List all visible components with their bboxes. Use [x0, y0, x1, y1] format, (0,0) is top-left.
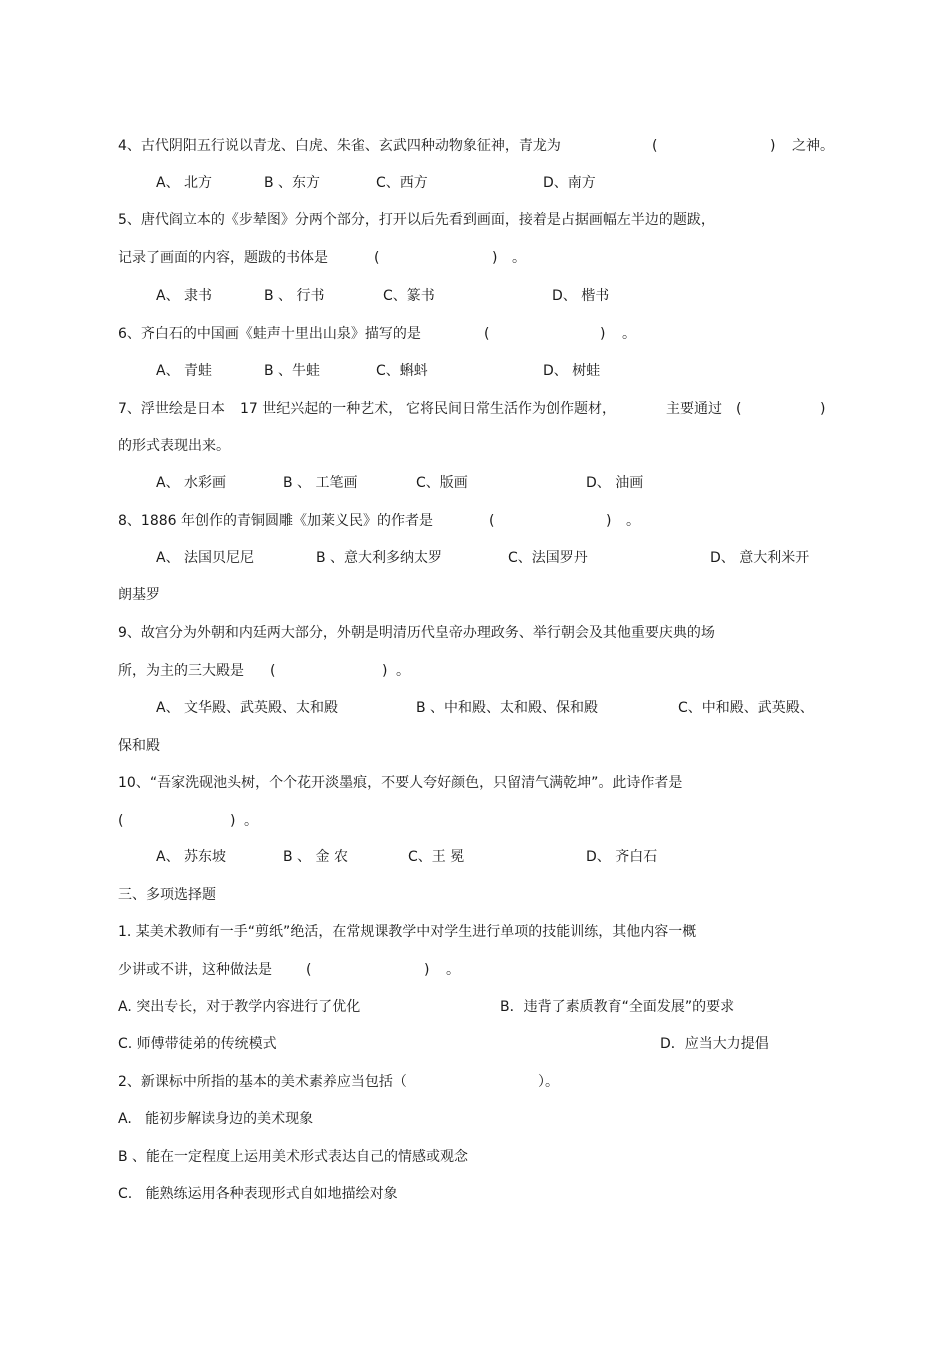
- m1-option-a: A. 突出专长，对于教学内容进行了优化: [118, 999, 361, 1015]
- m1-line1: 1. 某美术教师有一手“剪纸”绝活，在常规课教学中对学生进行单项的技能训练，其他内容一概: [118, 924, 697, 940]
- q8-end: 。: [626, 513, 640, 529]
- q7-part4: 主要通过: [666, 401, 722, 417]
- q5-paren-close: ): [492, 250, 498, 266]
- q5-option-d: D、 楷书: [552, 288, 610, 304]
- q9-end: 。: [396, 663, 410, 679]
- m2-stem: 2、新课标中所指的基本的美术素养应当包括（: [118, 1074, 407, 1090]
- q10-paren-open: (: [118, 813, 124, 829]
- q10-end: 。: [244, 813, 258, 829]
- q7-paren-close: ): [820, 401, 826, 417]
- m1-paren-open: (: [306, 962, 312, 978]
- q5-option-b: B 、 行书: [264, 288, 325, 304]
- m1-paren-close: ): [424, 962, 430, 978]
- q9-option-a: A、 文华殿、武英殿、太和殿: [156, 700, 339, 716]
- q4-tail: 之神。: [792, 138, 834, 154]
- q10-option-a: A、 苏东坡: [156, 849, 227, 865]
- q5-line2: 记录了画面的内容，题跋的书体是: [118, 250, 328, 266]
- q8-option-d: D、 意大利米开: [710, 550, 810, 566]
- q10-line1: 10、“吾家洗砚池头树，个个花开淡墨痕，不要人夸好颜色，只留清气满乾坤”。此诗作者是: [118, 775, 683, 791]
- q5-line1: 5、唐代阎立本的《步辇图》分两个部分，打开以后先看到画面，接着是占据画幅左半边的题跋，: [118, 212, 715, 228]
- q6-option-c: C、蝌蚪: [376, 363, 428, 379]
- q7-option-d: D、 油画: [586, 475, 644, 491]
- m2-end: ）。: [538, 1074, 559, 1090]
- q8-option-wrap: 朗基罗: [118, 587, 160, 603]
- q4-option-b: B 、东方: [264, 175, 321, 191]
- m2-option-c: C. 能熟练运用各种表现形式自如地描绘对象: [118, 1186, 398, 1202]
- q6-paren-open: (: [484, 326, 490, 342]
- q6-option-b: B 、牛蛙: [264, 363, 321, 379]
- q8-paren-open: (: [489, 513, 495, 529]
- m1-option-c: C. 师傅带徒弟的传统模式: [118, 1036, 277, 1052]
- q7-part3: 它将民间日常生活作为创作题材，: [406, 401, 616, 417]
- q8-stem: 8、1886 年创作的青铜圆雕《加莱义民》的作者是: [118, 513, 433, 529]
- q9-option-wrap: 保和殿: [118, 738, 160, 754]
- q4-option-a: A、 北方: [156, 175, 213, 191]
- q8-paren-close: ): [606, 513, 612, 529]
- q6-paren-close: ): [600, 326, 606, 342]
- q6-option-a: A、 青蛙: [156, 363, 213, 379]
- q7-option-c: C、版画: [416, 475, 468, 491]
- q7-option-a: A、 水彩画: [156, 475, 227, 491]
- q5-option-c: C、篆书: [383, 288, 435, 304]
- q8-option-c: C、法国罗丹: [508, 550, 588, 566]
- q9-line2: 所，为主的三大殿是: [118, 663, 244, 679]
- m1-option-d: D．应当大力提倡: [660, 1036, 769, 1052]
- q6-option-d: D、 树蛙: [543, 363, 601, 379]
- m1-end: 。: [446, 962, 460, 978]
- q4-paren-open: (: [652, 138, 658, 154]
- q8-option-b: B 、意大利多纳太罗: [316, 550, 443, 566]
- q10-option-d: D、 齐白石: [586, 849, 658, 865]
- q7-line2: 的形式表现出来。: [118, 438, 230, 454]
- m2-option-b: B 、能在一定程度上运用美术形式表达自己的情感或观念: [118, 1149, 469, 1165]
- q5-paren-open: (: [374, 250, 380, 266]
- m2-option-a: A. 能初步解读身边的美术现象: [118, 1111, 314, 1127]
- q7-paren-open: (: [736, 401, 742, 417]
- q10-option-c: C、王 冕: [408, 849, 465, 865]
- section-title: 三、多项选择题: [118, 887, 216, 903]
- q4-option-d: D、南方: [543, 175, 596, 191]
- q7-part2: 17 世纪兴起的一种艺术，: [240, 401, 403, 417]
- m1-option-b: B．违背了素质教育“全面发展”的要求: [500, 999, 735, 1015]
- q7-part1: 7、浮世绘是日本: [118, 401, 225, 417]
- q9-line1: 9、故宫分为外朝和内廷两大部分，外朝是明清历代皇帝办理政务、举行朝会及其他重要庆典的场: [118, 625, 715, 641]
- q4-paren-close: ): [770, 138, 776, 154]
- q6-stem: 6、齐白石的中国画《蛙声十里出山泉》描写的是: [118, 326, 421, 342]
- q6-end: 。: [622, 326, 636, 342]
- q8-option-a: A、 法国贝尼尼: [156, 550, 255, 566]
- q9-option-c: C、中和殿、武英殿、: [678, 700, 814, 716]
- q7-option-b: B 、 工笔画: [283, 475, 358, 491]
- q4-stem: 4、古代阴阳五行说以青龙、白虎、朱雀、玄武四种动物象征神，青龙为: [118, 138, 561, 154]
- q10-paren-close: ): [230, 813, 236, 829]
- m1-line2: 少讲或不讲，这种做法是: [118, 962, 272, 978]
- q4-option-c: C、西方: [376, 175, 428, 191]
- q10-option-b: B 、 金 农: [283, 849, 348, 865]
- q9-paren-open: (: [270, 663, 276, 679]
- q5-end: 。: [512, 250, 526, 266]
- q9-option-b: B 、中和殿、太和殿、保和殿: [416, 700, 599, 716]
- q5-option-a: A、 隶书: [156, 288, 213, 304]
- q9-paren-close: ): [382, 663, 388, 679]
